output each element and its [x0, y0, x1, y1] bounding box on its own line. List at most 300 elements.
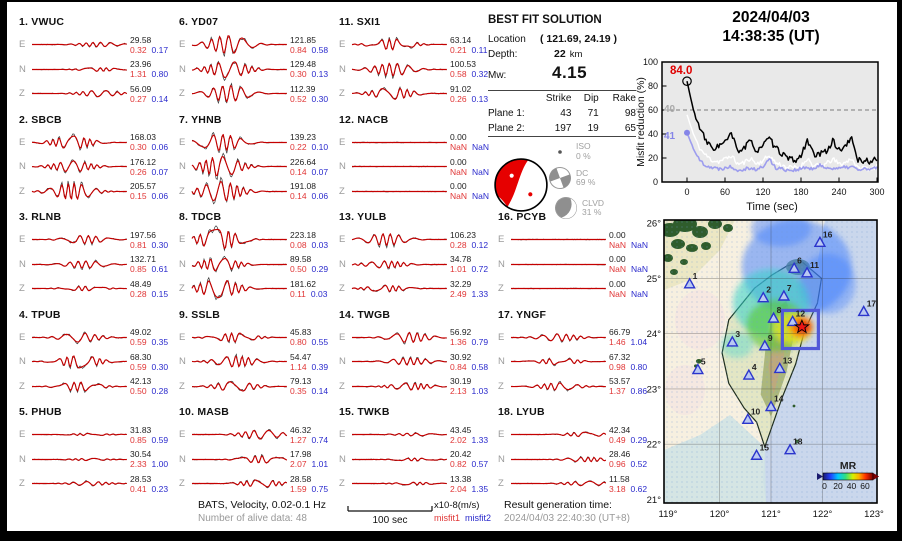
trace-row: [498, 423, 647, 446]
trace-values: [450, 181, 489, 201]
trace-values: [450, 254, 488, 274]
component-label: E: [19, 331, 26, 343]
misfit1-value: 0.32: [130, 44, 147, 55]
svg-text:17: 17: [866, 298, 877, 309]
trace-row: [498, 326, 647, 349]
svg-text:20: 20: [647, 153, 658, 163]
misfit2-value: 1.03: [471, 386, 489, 396]
misfit2-value: 0.32: [471, 69, 489, 79]
trace-values: [290, 230, 328, 250]
waveform-trace: [32, 228, 128, 251]
peak-amplitude: 66.79: [609, 327, 631, 337]
peak-amplitude: 56.09: [130, 83, 152, 94]
peak-amplitude: 11.58: [609, 473, 630, 484]
misfit1-value: 0.28: [130, 288, 147, 299]
waveform-trace: [32, 350, 128, 373]
misfit2-value: 0.72: [471, 264, 489, 274]
peak-amplitude: 0.00: [450, 156, 467, 167]
waveform-trace: [352, 228, 448, 251]
component-label: Z: [498, 283, 504, 294]
plane1-row: Plane 1: 43 71 98: [488, 108, 636, 119]
waveform-trace: [511, 326, 607, 349]
misfit1-value: 2.13: [450, 386, 467, 396]
misfit2-value: 0.06: [151, 191, 169, 201]
misfit1-value: 0.82: [450, 459, 467, 469]
waveform-trace: [192, 277, 288, 300]
trace-row: [339, 58, 488, 81]
peak-amplitude: 181.62: [290, 278, 316, 289]
trace-row: [179, 180, 328, 203]
colorbar-tick: 60: [860, 481, 870, 491]
waveform-trace: [511, 448, 607, 471]
peak-amplitude: 226.64: [290, 156, 316, 167]
svg-text:14: 14: [774, 393, 784, 404]
misfit2-value: 0.39: [311, 361, 329, 372]
peak-amplitude: 53.57: [609, 376, 631, 386]
trace-row: [498, 448, 647, 471]
colorbar-tick: 40: [846, 481, 857, 491]
misfit2-value: 0.23: [151, 483, 169, 494]
trace-row: [339, 350, 488, 373]
peak-value-label: 84.0: [670, 65, 693, 77]
peak-amplitude: 205.57: [130, 181, 156, 191]
peak-amplitude: 28.46: [609, 449, 631, 459]
station-block-masb: [179, 406, 337, 502]
misfit2-value: 1.33: [471, 288, 489, 299]
waveform-trace: [511, 277, 607, 300]
misfit2-value: NaN: [631, 288, 649, 299]
waveform-trace: [352, 180, 448, 203]
station-title: 15. TWKB: [339, 406, 390, 418]
peak-amplitude: 17.98: [290, 449, 312, 459]
waveform-trace: [32, 131, 128, 154]
depth-value: 22: [554, 48, 566, 60]
blue-start-marker: [684, 130, 690, 136]
svg-text:26°: 26°: [646, 218, 661, 230]
misfit2-value: 0.58: [471, 361, 489, 372]
units-info: [434, 499, 491, 525]
misfit2-value: 0.61: [151, 264, 169, 274]
waveform-trace: [32, 448, 128, 471]
trace-values: [130, 279, 168, 299]
misfit1-value: 0.81: [130, 239, 147, 250]
waveform-trace: [192, 326, 288, 349]
misfit2-value: NaN: [631, 239, 649, 250]
trace-row: [19, 33, 168, 56]
component-label: E: [179, 429, 186, 440]
station-block-sxi1: [339, 16, 497, 112]
misfit-reduction-chart: [634, 52, 896, 216]
station-title: 2. SBCB: [19, 113, 62, 126]
component-label: E: [19, 39, 26, 50]
waveform-trace: [192, 423, 288, 446]
location-label: Location: [488, 34, 526, 45]
misfit2-value: 0.79: [471, 337, 489, 347]
colorbar-tick: 0: [822, 481, 827, 491]
svg-text:120°: 120°: [709, 509, 730, 520]
component-label: Z: [339, 88, 345, 99]
trace-row: [19, 277, 168, 300]
trace-row: [179, 472, 328, 495]
waveform-trace: [352, 33, 448, 56]
svg-text:23°: 23°: [646, 384, 661, 396]
waveform-trace: [192, 33, 288, 56]
component-label: E: [19, 234, 26, 245]
peak-amplitude: 121.85: [290, 34, 316, 45]
misfit2-value: 0.55: [311, 337, 329, 347]
svg-text:9: 9: [767, 332, 773, 343]
trace-row: [498, 350, 647, 373]
result-time-value: 2024/04/03 22:40:30 (UT+8): [504, 513, 630, 524]
misfit2-value: 0.74: [311, 434, 329, 445]
trace-values: [450, 230, 488, 250]
waveform-trace: [352, 131, 448, 154]
col-dip: Dip: [583, 93, 599, 104]
misfit2-value: 0.12: [471, 239, 489, 250]
trace-row: [179, 155, 328, 178]
waveform-trace: [192, 58, 288, 81]
dc-item: [548, 166, 595, 190]
misfit1-value: NaN: [609, 264, 627, 274]
svg-text:120: 120: [755, 187, 771, 197]
waveform-trace: [32, 375, 128, 398]
component-label: E: [19, 136, 26, 148]
component-label: E: [179, 136, 186, 148]
trace-row: [339, 131, 489, 154]
waveform-trace: [352, 375, 448, 398]
trace-row: [339, 180, 489, 203]
beachball-icon: [492, 156, 550, 214]
misfit1-value: 0.22: [290, 142, 307, 152]
trace-row: [179, 326, 328, 349]
event-date: 2024/04/03: [732, 9, 810, 26]
misfit2-value: 0.29: [311, 264, 329, 274]
misfit1-value: 2.02: [450, 434, 467, 445]
component-label: N: [339, 356, 346, 367]
station-block-sslb: [179, 309, 337, 405]
trace-values: [130, 474, 168, 494]
peak-amplitude: 112.39: [290, 83, 316, 94]
waveform-trace: [511, 472, 607, 495]
event-time: 14:38:35 (UT): [722, 28, 820, 45]
waveform-trace: [511, 423, 607, 446]
misfit1-value: 0.84: [290, 44, 307, 55]
trace-row: [339, 326, 488, 349]
misfit1-value: 1.36: [450, 337, 467, 347]
svg-text:11: 11: [810, 259, 820, 270]
misfit1-value: 0.11: [290, 288, 306, 299]
waveform-trace: [511, 253, 607, 276]
component-label: Z: [339, 478, 345, 489]
component-label: Z: [498, 380, 504, 392]
trace-values: [450, 59, 488, 79]
svg-text:3: 3: [735, 328, 741, 339]
component-label: Z: [19, 185, 25, 197]
peak-amplitude: 30.54: [130, 449, 152, 459]
trace-values: [130, 181, 168, 201]
misfit1-value: 1.59: [290, 483, 307, 494]
trace-values: [290, 254, 328, 274]
misfit2-value: 0.11: [471, 44, 488, 55]
station-title: 8. TDCB: [179, 211, 222, 223]
trace-row: [339, 253, 488, 276]
trace-values: [290, 35, 328, 55]
peak-amplitude: 100.53: [450, 59, 476, 69]
misfit1-value: 1.46: [609, 337, 626, 347]
svg-text:240: 240: [831, 187, 847, 197]
trace-row: [339, 448, 488, 471]
white-start-label: 40: [664, 104, 676, 115]
trace-values: [450, 279, 488, 299]
waveform-trace: [352, 277, 448, 300]
depth-unit: km: [569, 49, 583, 60]
trace-row: [179, 228, 328, 251]
peak-amplitude: 32.29: [450, 278, 472, 289]
misfit2-value: NaN: [472, 142, 490, 152]
svg-text:60: 60: [719, 187, 731, 197]
misfit1-value: 1.31: [130, 69, 147, 79]
misfit1-value: 0.26: [130, 166, 147, 177]
peak-amplitude: 34.78: [450, 254, 472, 264]
peak-amplitude: 0.00: [609, 229, 626, 240]
blue-start-label: 41: [664, 131, 676, 142]
trace-row: [179, 33, 328, 56]
peak-amplitude: 54.47: [290, 351, 312, 362]
misfit1-value: 0.84: [450, 361, 467, 372]
trace-values: [130, 352, 168, 372]
waveform-trace: [192, 448, 288, 471]
station-title: 3. RLNB: [19, 211, 62, 223]
misfit2-value: 0.28: [151, 386, 169, 396]
peak-amplitude: 29.58: [130, 34, 152, 45]
trace-values: [130, 35, 168, 55]
peak-amplitude: 46.32: [290, 424, 312, 435]
trace-row: [498, 253, 648, 276]
svg-text:18: 18: [793, 436, 803, 447]
waveform-trace: [352, 253, 448, 276]
station-title: 14. TWGB: [339, 308, 391, 321]
col-rake: Rake: [612, 93, 636, 104]
component-label: N: [19, 258, 26, 270]
station-title: 18. LYUB: [498, 406, 545, 418]
trace-row: [19, 326, 168, 349]
peak-amplitude: 0.00: [450, 132, 467, 142]
svg-text:2: 2: [766, 284, 772, 295]
misfit1-value: NaN: [450, 142, 468, 152]
component-label: Z: [179, 88, 185, 99]
misfit2-legend: misfit2: [465, 513, 492, 523]
waveform-trace: [32, 253, 128, 276]
station-title: 10. MASB: [179, 406, 230, 418]
component-label: N: [498, 453, 505, 465]
misfit1-value: 0.21: [450, 44, 467, 55]
station-title: 11. SXI1: [339, 16, 381, 28]
misfit1-value: 0.41: [130, 483, 147, 494]
waveform-trace: [32, 33, 128, 56]
peak-amplitude: 0.00: [450, 181, 467, 191]
trace-values: [450, 376, 488, 396]
component-label: E: [339, 331, 346, 343]
waveform-trace: [352, 448, 448, 471]
peak-amplitude: 30.19: [450, 376, 472, 386]
trace-row: [179, 58, 328, 81]
component-label: N: [179, 356, 186, 367]
svg-text:10: 10: [750, 406, 761, 417]
misfit2-value: 0.03: [310, 288, 328, 299]
svg-text:122°: 122°: [812, 509, 833, 520]
component-label: Z: [19, 88, 25, 99]
svg-text:180: 180: [793, 187, 809, 197]
peak-amplitude: 63.14: [450, 34, 472, 45]
trace-values: [450, 425, 488, 445]
component-label: N: [19, 453, 26, 465]
misfit1-value: 2.07: [290, 459, 307, 469]
component-label: N: [19, 356, 26, 367]
plane2-row: Plane 2: 197 19 65: [488, 121, 636, 137]
misfit1-value: 0.15: [130, 191, 147, 201]
misfit1-value: 0.30: [130, 142, 147, 152]
trace-values: [450, 132, 489, 152]
misfit2-value: 1.00: [151, 459, 169, 469]
svg-text:21°: 21°: [646, 495, 661, 506]
component-label: N: [19, 63, 26, 75]
misfit1-value: 0.96: [609, 459, 626, 469]
component-label: E: [339, 136, 346, 148]
component-label: N: [179, 453, 186, 465]
component-label: Z: [339, 185, 345, 197]
trace-row: [19, 180, 168, 203]
waveform-trace: [511, 350, 607, 373]
waveform-trace: [32, 155, 128, 178]
trace-row: [19, 448, 168, 471]
trace-values: [290, 352, 328, 372]
waveform-trace: [352, 155, 448, 178]
trace-values: [290, 449, 328, 469]
station-block-tpub: [19, 309, 177, 405]
trace-row: [19, 472, 168, 495]
component-label: Z: [339, 283, 345, 294]
trace-values: [290, 157, 328, 177]
misfit1-value: 2.49: [450, 288, 467, 299]
misfit2-value: 0.30: [311, 93, 329, 104]
misfit2-value: 0.80: [151, 69, 169, 79]
filter-info: [198, 499, 326, 525]
station-title: 13. YULB: [339, 211, 387, 223]
waveform-trace: [192, 228, 288, 251]
misfit2-value: 0.13: [471, 93, 489, 104]
station-title: 12. NACB: [339, 113, 389, 126]
station-block-lyub: [498, 406, 656, 502]
misfit1-value: 0.58: [450, 69, 467, 79]
clvd-label: CLVD: [582, 197, 605, 208]
peak-amplitude: 49.02: [130, 327, 152, 337]
station-block-yd07: [179, 16, 337, 112]
waveform-trace: [192, 131, 288, 154]
station-block-tdcb: [179, 211, 337, 307]
station-map: [640, 210, 902, 530]
trace-values: [450, 157, 489, 177]
misfit2-value: 1.35: [471, 483, 489, 494]
misfit2-value: 1.33: [471, 434, 489, 445]
trace-values: [450, 327, 488, 347]
misfit1-value: 0.27: [130, 93, 147, 104]
trace-row: [339, 375, 488, 398]
station-title: 17. YNGF: [498, 308, 547, 321]
waveform-trace: [192, 375, 288, 398]
svg-text:100: 100: [642, 57, 658, 67]
iso-item: [548, 142, 591, 161]
peak-amplitude: 91.02: [450, 83, 472, 94]
waveform-trace: [32, 82, 128, 105]
trace-values: [450, 352, 488, 372]
peak-amplitude: 56.92: [450, 327, 472, 337]
trace-values: [130, 327, 168, 347]
misfit1-value: 1.37: [609, 386, 626, 396]
component-label: N: [19, 161, 26, 172]
misfit1-value: 0.28: [450, 239, 467, 250]
peak-amplitude: 89.58: [290, 254, 312, 264]
component-label: N: [179, 63, 186, 75]
misfit1-value: NaN: [609, 239, 627, 250]
trace-row: [179, 350, 328, 373]
clvd-icon: [554, 196, 578, 220]
trace-values: [290, 279, 327, 299]
trace-row: [339, 155, 489, 178]
component-label: Z: [339, 380, 345, 392]
misfit1-value: 1.01: [450, 264, 467, 274]
misfit1-value: NaN: [609, 288, 627, 299]
misfit-ylabel: Misfit reduction (%): [635, 77, 647, 167]
misfit1-value: 0.59: [130, 361, 147, 372]
misfit1-value: 0.50: [130, 386, 147, 396]
peak-amplitude: 28.58: [290, 473, 312, 484]
trace-values: [130, 425, 168, 445]
trace-row: [498, 277, 648, 300]
trace-row: [339, 423, 488, 446]
peak-amplitude: 0.00: [609, 254, 626, 264]
component-label: Z: [19, 478, 25, 489]
station-block-yhnb: [179, 114, 337, 210]
misfit1-value: NaN: [450, 166, 468, 177]
waveform-trace: [352, 58, 448, 81]
misfit2-value: 0.75: [311, 483, 329, 494]
waveform-trace: [32, 180, 128, 203]
trace-row: [179, 423, 328, 446]
misfit1-value: 0.08: [290, 239, 307, 250]
station-block-sbcb: [19, 114, 177, 210]
filter-text: BATS, Velocity, 0.02-0.1 Hz: [198, 499, 326, 511]
trace-values: [130, 254, 168, 274]
misfit2-value: 0.52: [630, 459, 648, 469]
trace-row: [19, 375, 168, 398]
svg-text:7: 7: [786, 282, 792, 293]
station-title: 1. VWUC: [19, 16, 65, 28]
trace-values: [290, 181, 328, 201]
peak-amplitude: 30.92: [450, 351, 472, 362]
peak-amplitude: 223.18: [290, 229, 316, 240]
misfit1-value: 0.59: [130, 337, 147, 347]
component-label: E: [498, 331, 505, 343]
station-block-yulb: [339, 211, 497, 307]
svg-text:22°: 22°: [646, 439, 661, 451]
dc-icon: [548, 166, 572, 190]
trace-row: [179, 448, 328, 471]
svg-text:0: 0: [652, 177, 658, 187]
svg-text:40: 40: [647, 129, 658, 139]
svg-text:6: 6: [797, 255, 802, 266]
trace-row: [339, 277, 488, 300]
component-label: N: [179, 258, 186, 270]
